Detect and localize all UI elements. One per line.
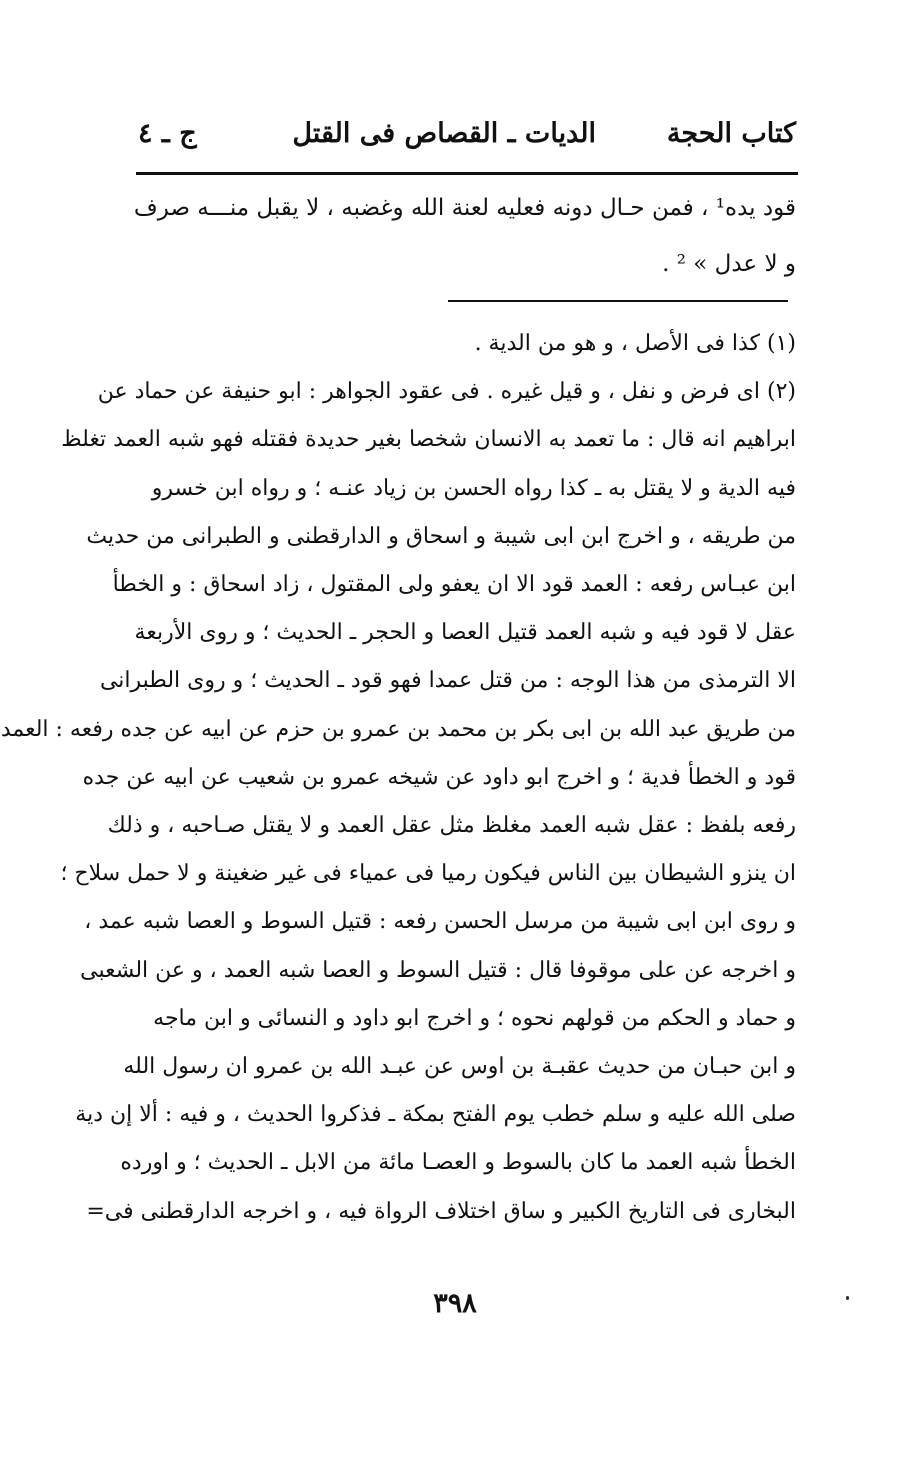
footnote-line: فيه الدية و لا يقتل به ـ كذا رواه الحسن بن زياد عنـه ؛ و رواه ابن خسرو	[151, 475, 796, 501]
footnote-line: من طريق عبد الله بن ابى بكر بن محمد بن عمرو بن حزم عن ابيه عن جده رفعه : العمد	[0, 716, 796, 742]
footnote-line: صلى الله عليه و سلم خطب يوم الفتح بمكة ـ فذكروا الحديث ، و فيه : ألا إن دية	[75, 1102, 796, 1128]
book-title: كتاب الحجة	[666, 118, 796, 149]
chapter-title: الديات ـ القصاص فى القتل	[292, 118, 596, 149]
print-speck	[846, 1296, 849, 1300]
footnote-line: و روى ابن ابى شيبة من مرسل الحسن رفعه : قتيل السوط و العصا شبه عمد ،	[84, 909, 796, 935]
footnote-line: ابراهيم انه قال : ما تعمد به الانسان شخصا بغير حديدة فقتله فهو شبه العمد تغلظ	[61, 427, 796, 453]
footnotes	[0, 320, 796, 1236]
footnote-line: رفعه بلفظ : عقل شبه العمد مغلظ مثل عقل العمد و لا يقتل صـاحبه ، و ذلك	[107, 813, 796, 839]
footnote-line: عقل لا قود فيه و شبه العمد قتيل العصا و الحجر ـ الحديث ؛ و روى الأربعة	[134, 620, 796, 646]
main-text	[133, 180, 796, 292]
footnote-line: الخطأ شبه العمد ما كان بالسوط و العصـا مائة من الابل ـ الحديث ؛ و اورده	[120, 1150, 796, 1176]
footnote-line: و اخرجه عن على موقوفا قال : قتيل السوط و العصا شبه العمد ، و عن الشعبى	[80, 957, 796, 983]
footnote-line: (١) كذا فى الأصل ، و هو من الدية .	[474, 331, 796, 356]
page-number: ٣٩٨	[433, 1288, 477, 1319]
main-text-line: و لا عدل » ² .	[662, 251, 796, 277]
footnote-line: (٢) اى فرض و نفل ، و قيل غيره . فى عقود الجواهر : ابو حنيفة عن حماد عن	[97, 379, 796, 405]
footnote-line: و حماد و الحكم من قولهم نحوه ؛ و اخرج ابو داود و النسائى و ابن ماجه	[153, 1005, 796, 1031]
main-text-line: قود يده¹ ، فمن حـال دونه فعليه لعنة الله وغضبه ، لا يقبل منـــه صرف	[133, 195, 796, 221]
footnote-line: قود و الخطأ فدية ؛ و اخرج ابو داود عن شيخه عمرو بن شعيب عن ابيه عن جده	[82, 764, 796, 790]
running-header	[138, 110, 796, 166]
header-rule	[136, 172, 798, 175]
footnote-line: ان ينزو الشيطان بين الناس فيكون رميا فى عمياء فى غير ضغينة و لا حمل سلاح ؛	[60, 861, 796, 887]
footnote-line: البخارى فى التاريخ الكبير و ساق اختلاف الرواة فيه ، و اخرجه الدارقطنى فى=	[86, 1198, 796, 1224]
footnote-separator	[448, 300, 788, 302]
volume-number: ج ـ ٤	[138, 118, 197, 149]
footnote-line: و ابن حبـان من حديث عقبـة بن اوس عن عبـد الله بن عمرو ان رسول الله	[123, 1054, 796, 1080]
footnote-line: من طريقه ، و اخرج ابن ابى شيبة و اسحاق و الدارقطنى و الطبرانى من حديث	[86, 523, 796, 549]
footnote-line: الا الترمذى من هذا الوجه : من قتل عمدا فهو قود ـ الحديث ؛ و روى الطبرانى	[99, 668, 796, 694]
footnote-line: ابن عبـاس رفعه : العمد قود الا ان يعفو ولى المقتول ، زاد اسحاق : و الخطأ	[112, 572, 796, 598]
